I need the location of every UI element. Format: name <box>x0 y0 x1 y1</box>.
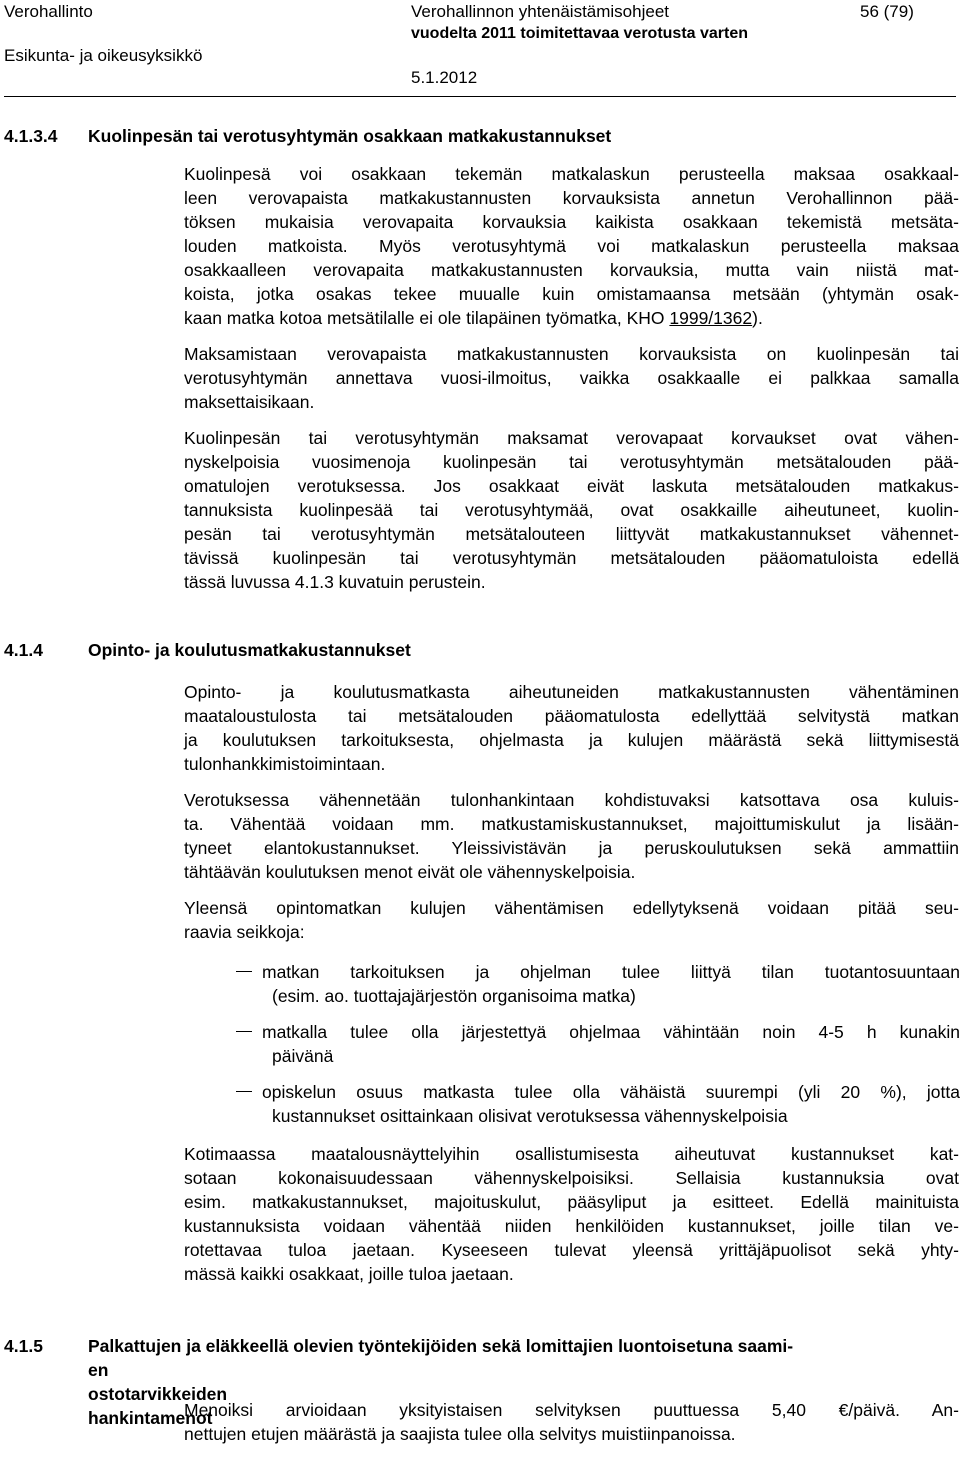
text-line: Kuolinpesä voi osakkaan tekemän matkalaskun perusteella maksaa osakkaal- <box>184 164 959 184</box>
text-line: kustannukset osittainkaan olisivat verotuksessa vähennyskelpoisia <box>272 1106 788 1126</box>
text-line: matkalla tulee olla järjestettyä ohjelmaa vähintään noin 4-5 h kunakin <box>262 1022 960 1042</box>
section-body <box>184 162 959 606</box>
text-line: tannuksista kuolinpesää tai verotusyhtymää, ovat osakkaille aiheutuneet, kuolin- <box>184 500 959 520</box>
section-body <box>184 680 959 1298</box>
dash-bullet-icon <box>236 1091 252 1092</box>
text-line: töksen mukaisia verovapaita korvauksia kaikista osakkaan tekemistä metsäta- <box>184 212 959 232</box>
text-line: louden matkoista. Myös verotusyhtymä voi matkalaskun perusteella maksaa <box>184 236 959 256</box>
text-line: nettujen etujen määrästä ja saajista tulee olla selvitys muistiinpanoissa. <box>184 1424 736 1444</box>
header-doc-subtitle: vuodelta 2011 toimitettavaa verotusta varten <box>411 25 749 42</box>
text-line: kustannuksista voidaan vähentää niiden henkilöiden kustannukset, joille tilan ve- <box>184 1216 959 1236</box>
text-line: sotaan kokonaisuudessaan vähennyskelpoisiksi. Sellaisia kustannuksia ovat <box>184 1168 959 1188</box>
paragraph <box>184 342 959 414</box>
text-line: osakkaalleen verovapaita matkakustannusten korvauksia, mutta vain niistä mat- <box>184 260 959 280</box>
text-line: Verotuksessa vähennetään tulonhankintaan kohdistuvaksi katsottava osa kuluis- <box>184 790 959 810</box>
dash-bullet-icon <box>236 971 252 972</box>
paragraph <box>184 788 959 884</box>
text-line: Yleensä opintomatkan kulujen vähentämisen edellytyksenä voidaan pitää seu- <box>184 898 959 918</box>
header-org: Verohallinto <box>4 2 93 21</box>
text-fragment: ). <box>752 308 763 328</box>
text-line: tyneet elantokustannukset. Yleissivistävän ja peruskoulutuksen sekä ammattiin <box>184 838 959 858</box>
text-line: maksettaisikaan. <box>184 392 315 412</box>
list-item <box>184 960 959 1008</box>
paragraph <box>184 1142 959 1286</box>
text-line: nyskelpoisia vuosimenoja kuolinpesän tai verotusyhtymän metsätalouden pää- <box>184 452 959 472</box>
text-line: Maksamistaan verovapaista matkakustannusten korvauksista on kuolinpesän tai <box>184 344 959 364</box>
text-line: päivänä <box>272 1046 334 1066</box>
text-line: tulonhankkimistoimintaan. <box>184 754 386 774</box>
paragraph <box>184 426 959 594</box>
text-line: ta. Vähentää voidaan mm. matkustamiskustannukset, majoittumiskulut ja lisään- <box>184 814 959 834</box>
dash-bullet-icon <box>236 1031 252 1032</box>
text-line: omatulojen verotuksessa. Jos osakkaat eivät laskuta metsätalouden matkakus- <box>184 476 959 496</box>
text-line: ja koulutuksen tarkoituksesta, ohjelmasta ja kulujen määrästä sekä liittymisestä <box>184 730 959 750</box>
section-body <box>184 1398 959 1458</box>
text-line <box>184 306 959 330</box>
paragraph <box>184 162 959 330</box>
section-title-line2: en ostotarvikkeiden hankintamenot <box>88 1360 228 1428</box>
text-line: Kuolinpesän tai verotusyhtymän maksamat verovapaat korvaukset ovat vähen- <box>184 428 959 448</box>
text-line: raavia seikkoja: <box>184 922 305 942</box>
section-number: 4.1.3.4 <box>4 126 58 146</box>
header-divider <box>4 96 956 97</box>
text-line: Menoiksi arvioidaan yksityistaisen selvityksen puuttuessa 5,40 €/päivä. An- <box>184 1400 959 1420</box>
paragraph <box>184 680 959 776</box>
text-line: rotettavaa tuloa jaetaan. Kyseeseen tulevat yleensä yrittäjäpuolisot sekä yhty- <box>184 1240 959 1260</box>
text-line: pesän tai verotusyhtymän metsätalouteen liittyvät matkakustannukset vähennet- <box>184 524 959 544</box>
header-date: 5.1.2012 <box>411 68 478 87</box>
header-page-number: 56 (79) <box>860 2 914 21</box>
text-line: opiskelun osuus matkasta tulee olla vähäistä suurempi (yli 20 %), jotta <box>262 1082 960 1102</box>
text-line: leen verovapaista matkakustannusten korvauksista annetun Verohallinnon pää- <box>184 188 959 208</box>
text-line: mässä kaikki osakkaat, joille tuloa jaetaan. <box>184 1264 514 1284</box>
paragraph <box>184 1398 959 1446</box>
section-number: 4.1.5 <box>4 1336 43 1356</box>
text-line: matkan tarkoituksen ja ohjelman tulee liittyä tilan tuotantosuuntaan <box>262 962 960 982</box>
text-line: Kotimaassa maatalousnäyttelyihin osallistumisesta aiheutuvat kustannukset kat- <box>184 1144 959 1164</box>
text-fragment: kaan matka kotoa metsätilalle ei ole tilapäinen työmatka, KHO <box>184 308 670 328</box>
paragraph <box>184 896 959 944</box>
section-title: Palkattujen ja eläkkeellä olevien työntekijöiden sekä lomittajien luontoisetuna saami- <box>88 1336 794 1356</box>
section-title: Kuolinpesän tai verotusyhtymän osakkaan matkakustannukset <box>88 126 612 146</box>
section-title: Opinto- ja koulutusmatkakustannukset <box>88 640 411 660</box>
header-doc-title: Verohallinnon yhtenäistämisohjeet <box>411 2 670 21</box>
text-line: tässä luvussa 4.1.3 kuvatuin perustein. <box>184 572 486 592</box>
text-line: maataloustulosta tai metsätalouden pääomatulosta edellyttää selvitystä matkan <box>184 706 959 726</box>
text-line: tähtäävän koulutuksen menot eivät ole vähennyskelpoisia. <box>184 862 636 882</box>
text-line: Opinto- ja koulutusmatkasta aiheutuneiden matkakustannusten vähentäminen <box>184 682 959 702</box>
list-item <box>184 1020 959 1068</box>
page-header <box>0 0 960 96</box>
text-line: tävissä kuolinpesän tai verotusyhtymän metsätalouden pääomatuloista edellä <box>184 548 959 568</box>
text-line: verotusyhtymän annettava vuosi-ilmoitus, vaikka osakkaalle ei palkkaa samalla <box>184 368 959 388</box>
text-line: esim. matkakustannukset, majoituskulut, pääsyliput ja esitteet. Edellä mainituista <box>184 1192 959 1212</box>
kho-reference-link[interactable]: 1999/1362 <box>669 308 753 328</box>
text-line: (esim. ao. tuottajajärjestön organisoima matka) <box>272 986 636 1006</box>
header-unit: Esikunta- ja oikeusyksikkö <box>4 46 203 65</box>
section-number: 4.1.4 <box>4 640 43 660</box>
text-line: koista, jotka osakas tekee muualle kuin omistamaansa metsään (yhtymän osak- <box>184 284 959 304</box>
list-item <box>184 1080 959 1128</box>
